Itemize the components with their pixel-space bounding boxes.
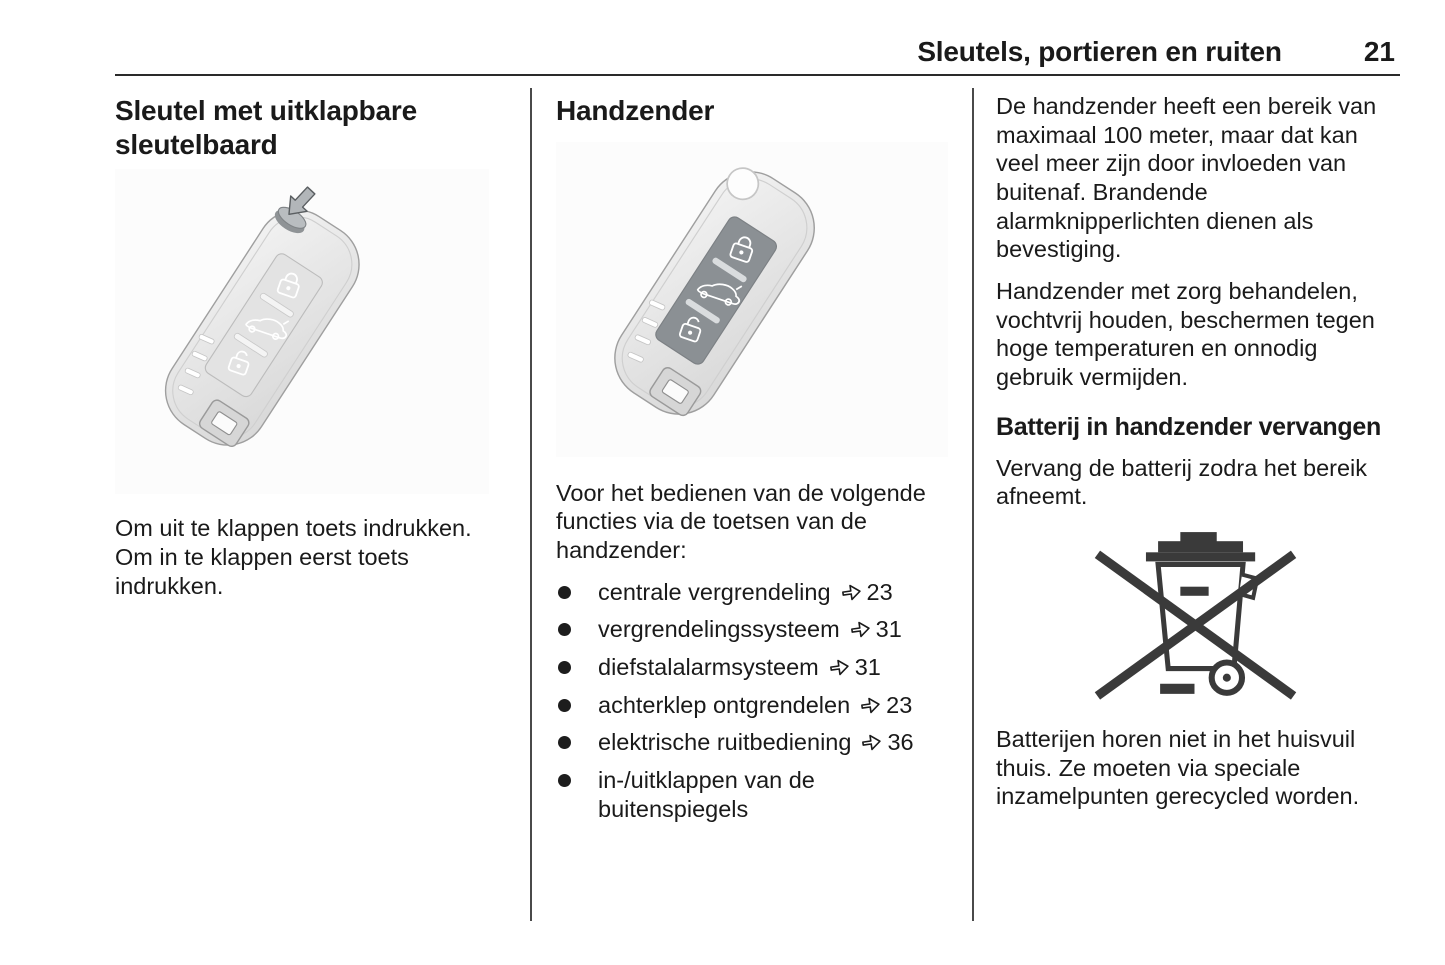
bullet-icon — [558, 623, 571, 636]
page-reference-number: 23 — [866, 578, 893, 605]
page-reference-arrow-icon — [828, 658, 850, 677]
remote-functions-list — [556, 578, 948, 824]
remote-key-three-buttons-icon — [556, 142, 948, 452]
subsection-heading-battery: Batterij in handzender vervangen — [996, 412, 1381, 441]
list-item — [556, 615, 948, 644]
remote-key-figure — [556, 142, 948, 457]
page-reference-number: 31 — [854, 653, 881, 680]
page-reference-arrow-icon — [840, 583, 862, 602]
section-heading-flip-key: Sleutel met uitklapbare sleutelbaard — [115, 95, 417, 160]
flip-key-figure — [115, 169, 489, 494]
battery-disposal-paragraph: Batterijen horen niet in het huisvuil thuis. Ze moeten via speciale inzamelpunten gerecycled worden. — [996, 725, 1360, 810]
remote-care-paragraph: Handzender met zorg behandelen, vochtvrij houden, beschermen tegen hoge temperaturen en onnodig gebruik vermijden. — [996, 277, 1375, 390]
page-number: 21 — [1363, 36, 1395, 67]
list-item — [556, 728, 948, 757]
function-label: centrale vergrendeling — [598, 578, 831, 605]
bullet-icon — [558, 774, 571, 787]
column-right — [996, 92, 1394, 824]
list-item — [556, 691, 948, 720]
battery-replace-paragraph: Vervang de batterij zodra het bereik afneemt. — [996, 454, 1368, 510]
page-reference-arrow-icon — [849, 620, 871, 639]
flip-key-instructions: Om uit te klappen toets indrukken. Om in te klappen eerst toets indrukken. — [115, 515, 472, 599]
flip-key-with-release-button-and-arrow-icon — [115, 169, 489, 489]
function-label: achterklep ontgrendelen — [598, 691, 851, 718]
function-label: elektrische ruitbediening — [598, 729, 852, 756]
crossed-out-wheeled-bin-icon — [1078, 524, 1313, 706]
column-middle — [556, 92, 948, 832]
header-rule — [115, 74, 1400, 76]
page-reference-number: 31 — [875, 616, 902, 643]
column-left — [115, 92, 489, 613]
section-heading-remote: Handzender — [556, 95, 715, 126]
page-reference-arrow-icon — [860, 733, 882, 752]
list-item — [556, 578, 948, 607]
bullet-icon — [558, 699, 571, 712]
column-divider-2 — [972, 88, 974, 921]
bullet-icon — [558, 661, 571, 674]
page-reference-arrow-icon — [859, 696, 881, 715]
list-item — [556, 653, 948, 682]
column-divider-1 — [530, 88, 532, 921]
remote-range-paragraph: De handzender heeft een bereik van maximaal 100 meter, maar dat kan veel meer zijn door invloeden van buitenaf. Brandende alarmknipperlichten dienen als bevestiging. — [996, 93, 1377, 263]
page-reference-number: 36 — [887, 729, 914, 756]
page-title: Sleutels, portieren en ruiten — [917, 36, 1282, 67]
page-reference-number: 23 — [886, 691, 913, 718]
bullet-icon — [558, 736, 571, 749]
function-label: diefstalalarmsysteem — [598, 653, 819, 680]
remote-functions-intro: Voor het bedienen van de volgende functies via de toetsen van de handzender: — [556, 479, 926, 563]
battery-disposal-figure — [996, 524, 1394, 711]
page-header — [115, 36, 1395, 68]
function-label: vergrendelingssysteem — [598, 616, 840, 643]
function-label: in-/uitklappen van de buitenspiegels — [598, 766, 815, 822]
list-item — [556, 766, 948, 823]
bullet-icon — [558, 586, 571, 599]
